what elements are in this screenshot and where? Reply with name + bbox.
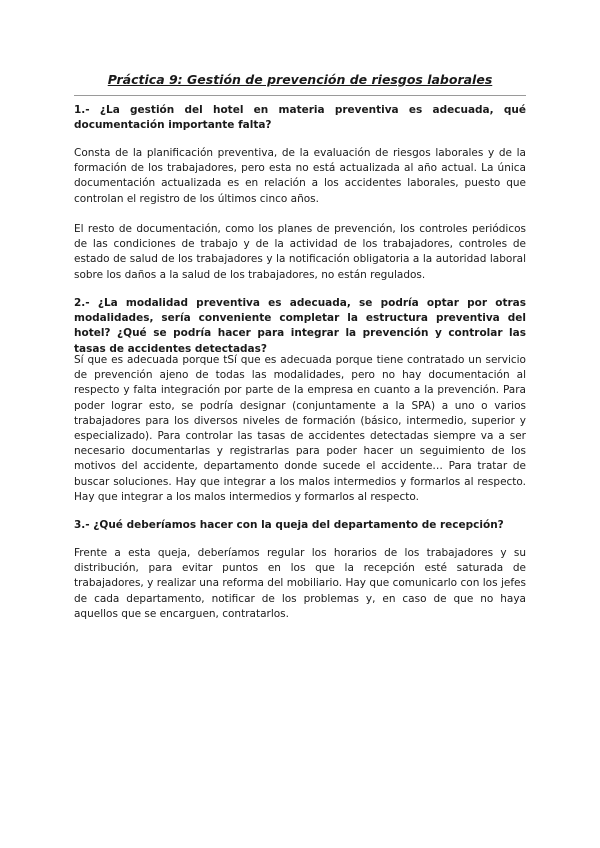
answer-1-paragraph-2: El resto de documentación, como los planes de prevención, los controles periódicos de las condiciones de trabajo y de la actividad de los trabajadores, controles de estado de salud de los trabajadores y la notificación obligatoria a la autoridad laboral sobre los daños a la salud de los trabajadores, no están regulados. [74, 223, 526, 281]
document-title: Práctica 9: Gestión de prevención de riesgos laborales [107, 72, 493, 87]
answer-2-paragraph-1: Sí que es adecuada porque tSí que es adecuada porque tiene contratado un servicio de prevención ajeno de todas las modalidades, pero no hay documentación al respecto y falta integración por parte de la empresa en cuanto a la prevención. Para poder lograr esto, se podría designar (conjuntamente a la SPA) a uno o varios trabajadores para los diversos niveles de formación (básico, intermedio, superior y especializado). Para controlar las tasas de accidentes detectadas siempre va a ser necesario documentarlas y registrarlas para poder hacer un seguimiento de los motivos del accidente, departamento donde sucede el accidente… Para tratar de buscar soluciones. Hay que integrar a los malos intermedios y formarlos al respecto. Hay que integrar a los malos intermedios y formarlos al respecto. [74, 354, 526, 503]
title-divider [74, 95, 526, 96]
question-3: 3.- ¿Qué deberíamos hacer con la queja del departamento de recepción? [74, 519, 504, 531]
question-1: 1.- ¿La gestión del hotel en materia preventiva es adecuada, qué documentación importante falta? [74, 104, 526, 132]
answer-1-paragraph-1: Consta de la planificación preventiva, de la evaluación de riesgos laborales y de la formación de los trabajadores, pero esta no está actualizada al año actual. La única documentación actualizada es en relación a los accidentes laborales, puesto que controlan el registro de los últimos cinco años. [74, 147, 526, 205]
answer-3-paragraph-1: Frente a esta queja, deberíamos regular los horarios de los trabajadores y su distribución, para evitar puntos en los que la recepción esté saturada de trabajadores, y realizar una reforma del mobiliario. Hay que comunicarlo con los jefes de cada departamento, notificar de los problemas y, en caso de que no haya aquellos que se encarguen, contratarlos. [74, 547, 526, 620]
question-2: 2.- ¿La modalidad preventiva es adecuada, se podría optar por otras modalidades, sería conveniente completar la estructura preventiva del hotel? ¿Qué se podría hacer para integrar la prevención y controlar las tasas de accidentes detectadas? [74, 297, 526, 355]
